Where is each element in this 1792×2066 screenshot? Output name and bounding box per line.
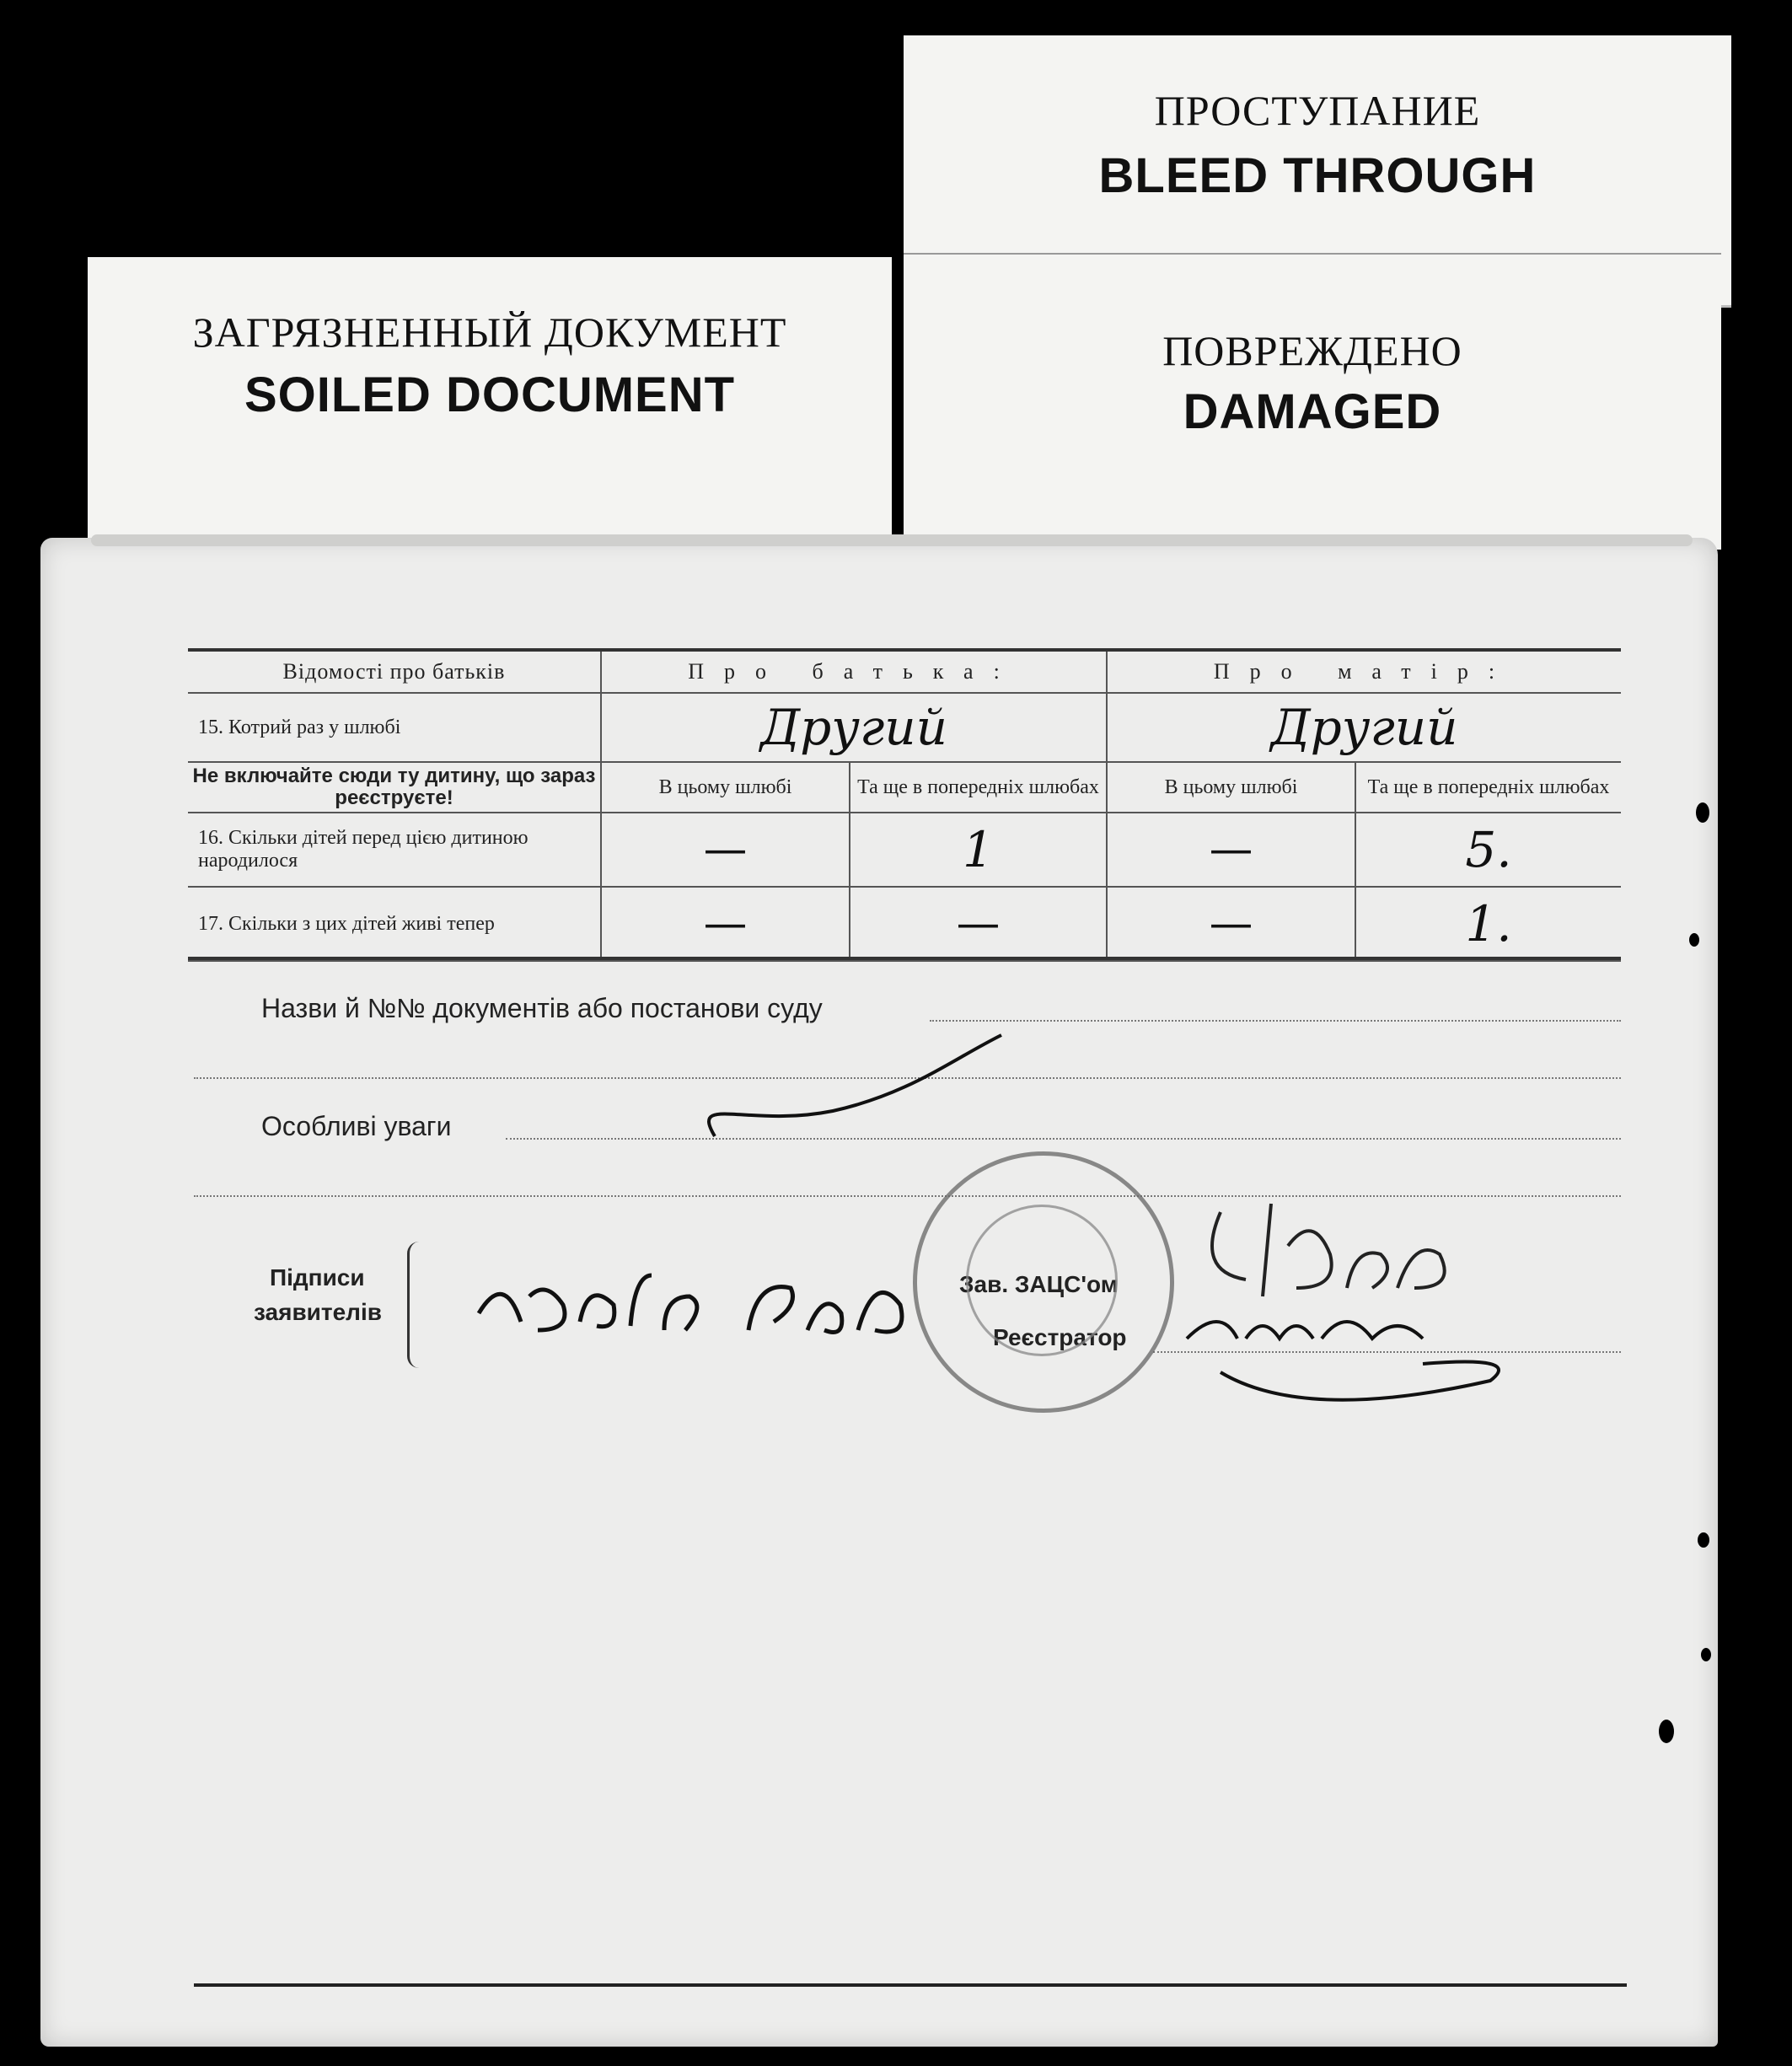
header-father: Про батька: [601, 652, 1107, 693]
table-bottom-rule [188, 957, 1621, 960]
header-mother: Про матір: [1107, 652, 1621, 693]
soiled-label-ru: ЗАГРЯЗНЕННЫЙ ДОКУМЕНТ [192, 309, 787, 356]
soiled-document-label [88, 257, 892, 548]
row15-mother-value: Другий [1107, 693, 1621, 762]
sub-mother-prev-marriages: Та ще в попередніх шлюбах [1355, 762, 1621, 813]
bleed-label-ru: ПРОСТУПАНИЕ [1154, 87, 1481, 134]
row17-father-prev: — [850, 887, 1107, 961]
signatures-label-1: Підписи [270, 1264, 365, 1291]
table-subheader-row [188, 762, 1621, 813]
head-registry-label: Зав. ЗАЦС'ом [959, 1271, 1119, 1297]
row17-mother-prev: 1. [1355, 887, 1621, 961]
documents-label: Назви й №№ документів або постанови суду [261, 993, 823, 1023]
row17-label: 17. Скільки з цих дітей живі тепер [188, 887, 601, 961]
table-row-15 [188, 693, 1621, 762]
sheet-edge [91, 534, 1693, 546]
row17-mother-this: — [1107, 887, 1355, 961]
row16-label: 16. Скільки дітей перед цією дитиною народилося [188, 813, 601, 887]
punch-hole [1698, 1532, 1709, 1548]
punch-hole [1701, 1648, 1711, 1661]
signatures-label-2: заявителів [254, 1299, 382, 1325]
remarks-label: Особливі уваги [261, 1111, 452, 1141]
punch-hole [1659, 1720, 1674, 1743]
row16-father-prev: 1 [850, 813, 1107, 887]
punch-hole [1696, 802, 1709, 823]
row17-father-this: — [601, 887, 850, 961]
document-sheet [40, 538, 1718, 2047]
punch-hole [1689, 933, 1699, 947]
row16-father-this: — [601, 813, 850, 887]
row15-father-value: Другий [601, 693, 1107, 762]
sub-mother-this-marriage: В цьому шлюбі [1107, 762, 1355, 813]
registrar-label: Реєстратор [993, 1324, 1127, 1350]
signatures-brace [407, 1242, 427, 1368]
sub-father-this-marriage: В цьому шлюбі [601, 762, 850, 813]
header-parents-info: Відомості про батьків [188, 652, 601, 693]
soiled-label-en: SOILED DOCUMENT [244, 368, 736, 422]
damaged-label-en: DAMAGED [1183, 384, 1442, 439]
damaged-label [904, 253, 1721, 550]
official-signature [1170, 1195, 1524, 1414]
table-header-row [188, 652, 1621, 693]
table-row-17 [188, 887, 1621, 961]
documents-line [930, 1020, 1621, 1022]
table-row-16 [188, 813, 1621, 887]
row15-label: 15. Котрий раз у шлюбі [188, 693, 601, 762]
bottom-rule [194, 1983, 1627, 1987]
official-stamp [913, 1151, 1174, 1413]
sub-father-prev-marriages: Та ще в попередніх шлюбах [850, 762, 1107, 813]
row16-mother-this: — [1107, 813, 1355, 887]
exclude-child-note: Не включайте сюди ту дитину, що зараз реєструєте! [188, 762, 601, 813]
bleed-label-en: BLEED THROUGH [1098, 148, 1537, 203]
remarks-handwritten-mark [698, 1027, 1018, 1153]
remarks-line [506, 1138, 1621, 1140]
row16-mother-prev: 5. [1355, 813, 1621, 887]
damaged-label-ru: ПОВРЕЖДЕНО [1162, 327, 1462, 374]
stamp-inner-ring [966, 1205, 1118, 1356]
parents-table [188, 652, 1621, 962]
